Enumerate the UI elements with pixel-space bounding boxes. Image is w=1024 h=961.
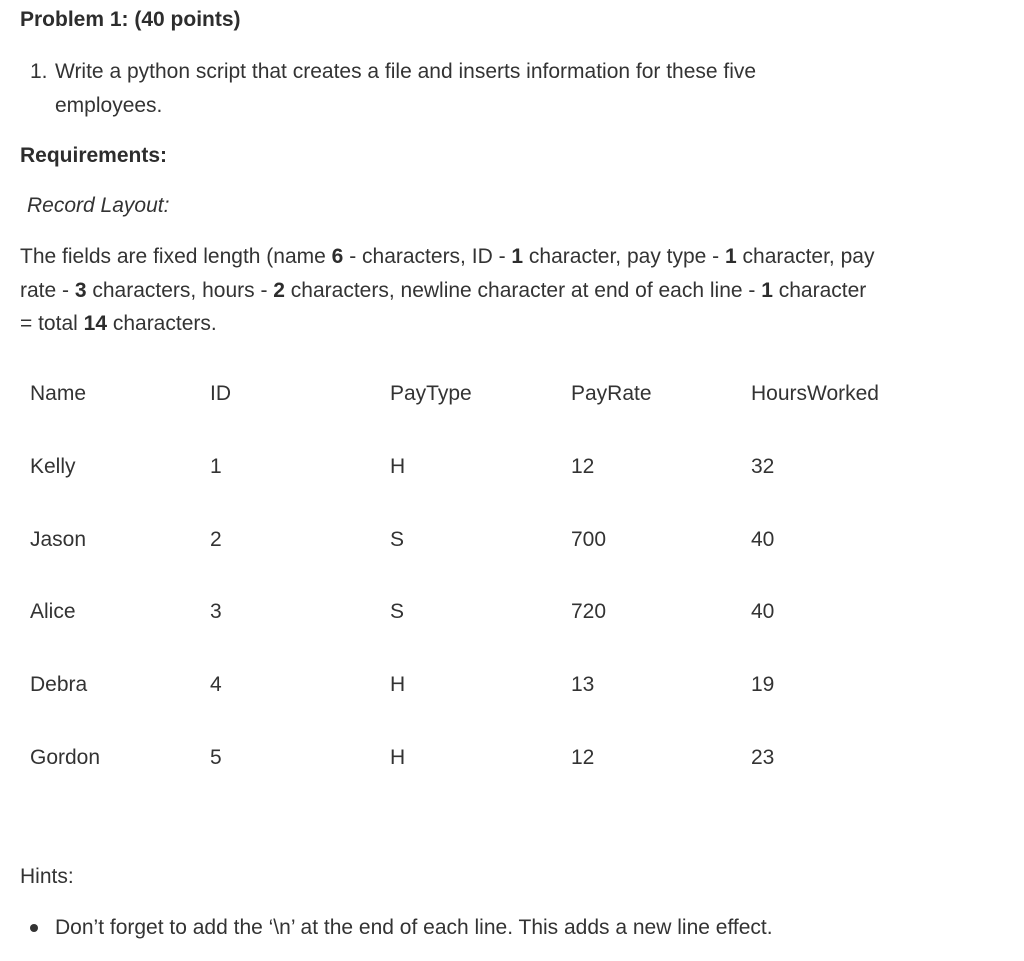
description-line-1: The fields are fixed length (name 6 - characters, ID - 1 character, pay type - 1 character, pay [20,245,875,268]
hints-heading: Hints: [20,865,74,888]
table-cell-id: 4 [210,673,222,696]
table-cell-name: Gordon [30,746,101,769]
table-cell-payrate: 12 [571,455,595,478]
hint-item: Don’t forget to add the ‘\n’ at the end of each line. This adds a new line effect. [55,916,773,939]
requirements-heading: Requirements: [20,144,168,167]
table-cell-hoursworked: 23 [751,746,775,769]
table-cell-paytype: H [390,673,406,696]
table-cell-name: Jason [30,528,87,551]
table-header-payrate: PayRate [571,382,652,405]
problem-title: Problem 1: (40 points) [20,8,241,31]
task-text-line1: Write a python script that creates a file and inserts information for these five [55,60,757,83]
table-cell-hoursworked: 40 [751,528,775,551]
table-cell-name: Debra [30,673,88,696]
table-cell-hoursworked: 19 [751,673,775,696]
description-line-3: = total 14 characters. [20,312,217,335]
table-cell-hoursworked: 40 [751,600,775,623]
table-header-name: Name [30,382,87,405]
table-cell-name: Alice [30,600,76,623]
table-cell-id: 5 [210,746,222,769]
table-cell-paytype: S [390,600,405,623]
table-cell-payrate: 13 [571,673,595,696]
table-cell-payrate: 720 [571,600,607,623]
table-cell-name: Kelly [30,455,76,478]
record-layout-label: Record Layout: [27,194,170,217]
table-header-hoursworked: HoursWorked [751,382,879,405]
table-header-id: ID [210,382,231,405]
table-cell-paytype: H [390,746,406,769]
table-cell-paytype: H [390,455,406,478]
table-cell-id: 3 [210,600,222,623]
description-line-2: rate - 3 characters, hours - 2 characters, newline character at end of each line - 1 character [20,279,867,302]
task-text-line2: employees. [55,94,163,117]
bullet-dot-icon [30,924,38,932]
table-cell-id: 2 [210,528,222,551]
table-cell-paytype: S [390,528,405,551]
table-header-paytype: PayType [390,382,472,405]
table-cell-payrate: 700 [571,528,607,551]
table-cell-payrate: 12 [571,746,595,769]
task-number: 1. [30,60,48,83]
table-cell-hoursworked: 32 [751,455,775,478]
table-cell-id: 1 [210,455,222,478]
